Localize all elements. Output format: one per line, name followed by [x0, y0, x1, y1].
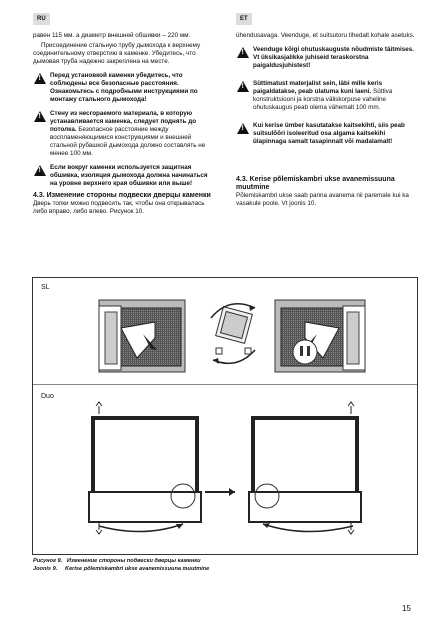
ru-heading: 4.3. Изменение стороны подвески дверцы каменки — [33, 192, 211, 199]
warning-icon — [237, 81, 249, 92]
warning-icon — [237, 47, 249, 58]
figure-label-duo: Duo — [41, 393, 54, 400]
et-heading: 4.3. Kerise põlemiskambri ukse avanemissuuna muutmine — [236, 176, 395, 191]
warning-icon — [34, 73, 46, 84]
duo-left-stove — [89, 402, 201, 534]
ru-paragraph-3: Дверь топки можно подвесить так, чтобы она открывалась либо вправо, либо влево. Рисунок 10. — [33, 200, 205, 215]
rotate-door-icon — [211, 304, 255, 364]
et-column — [236, 32, 416, 208]
door-diagram — [33, 278, 417, 554]
warning-icon — [237, 123, 249, 134]
warning-icon — [34, 165, 46, 176]
figure-label-sl: SL — [41, 284, 50, 291]
ru-column — [33, 32, 213, 216]
caption-ru: Рисунок 9. Изменение стороны подвески дверцы каменки — [33, 558, 201, 564]
lang-tag-et: ET — [236, 13, 252, 25]
sl-left-stove — [99, 300, 185, 372]
et-warning-2: ! Süttimatust materjalist sein, läbi mille keris paigaldatakse, peab ulatuma kuni laeni. Süttiva konstruktsiooni ja korstna väliskorpuse vaheline ohutuskaugus peab olema vähemalt 100 mm. — [236, 80, 416, 112]
ru-warning-1: ! Перед установкой каменки убедитесь, что соблюдены все безопасные расстояния. Ознакомьтесь с подробными инструкциями по монтажу стального дымохода! — [33, 72, 213, 104]
sl-right-stove — [275, 300, 365, 372]
ru-paragraph-2: Присоединение стальную трубу дымохода к верхнему соединительному отверстию в каменке. Убедитесь, что дымовая труба надежно закреплена на месте. — [33, 42, 201, 65]
et-warning-1: ! Veenduge kõigi ohutuskauguste nõudmiste täitmises. Vt üksikasjalikke juhiseid teraskorstna paigaldusjuhistest! — [236, 46, 416, 70]
ru-warning-3: ! Если вокруг каменки используется защитная обшивка, изоляция дымохода должна начинаться на уровне верхнего края обшивки или выше! — [33, 164, 213, 188]
hinge-detail-circle — [293, 340, 317, 364]
duo-right-stove — [249, 402, 361, 534]
page-number: 15 — [402, 604, 411, 613]
et-paragraph-3: Põlemiskambri ukse saab panna avanema nii paremale kui ka vasakule poole. Vt joonis 10. — [236, 192, 409, 207]
swap-arrow-icon — [205, 488, 235, 496]
lang-tag-ru: RU — [33, 13, 50, 25]
caption-et: Joonis 9. Kerise põlemiskambri ukse avanemissuuna muutmine — [33, 566, 210, 572]
figure-frame — [32, 277, 418, 555]
warning-icon — [34, 111, 46, 122]
ru-warning-2: ! Стену из несгораемого материала, в которую устанавливается каменка, следует поднять до потолка. Безопасное расстояние между воспламеняющимися конструкциями и внешней стальной рубашкой дымохода должно составлять не менее 100 мм. — [33, 110, 213, 158]
et-paragraph-1: ühendusavaga. Veenduge, et suitsutoru tihedalt kohale asetuks. — [236, 32, 415, 39]
et-warning-3: ! Kui kerise ümber kasutatakse kaitsekihti, siis peab suitsulõõri isoleeritud osa algama kaitsekihi ülapinnaga samalt tasapinnalt või madalamalt! — [236, 122, 416, 146]
ru-paragraph-1: равен 115 мм. а диаметр внешней обшивки – 220 мм. — [33, 32, 191, 39]
